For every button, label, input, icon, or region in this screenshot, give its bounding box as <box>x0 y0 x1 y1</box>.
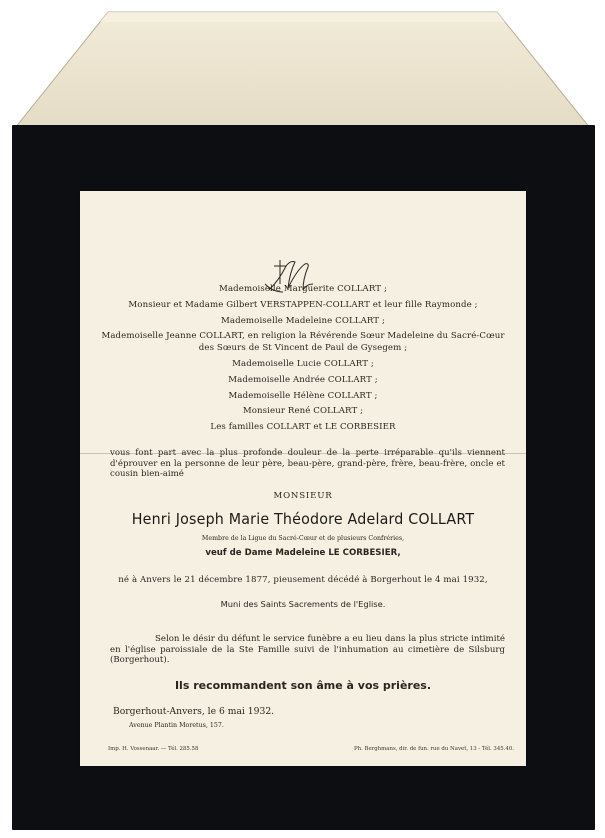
printer-credit: Imp. H. Vossenaar. — Tél. 285.58 <box>108 746 199 752</box>
announcement-paragraph: vous font part avec la plus profonde douleur de la perte irréparable qu'ils viennent d'éprouver en la personne de leur père, beau-père, grand-père, frère, beau-frère, oncle et cousin bien-aimé <box>110 448 505 480</box>
death-notice-card <box>80 191 526 766</box>
funeral-director-credit: Ph. Berghmans, dir. de fun. rue du Navet, 13 - Tél. 345.40. <box>353 746 514 752</box>
widower-line: veuf de Dame Madeleine LE CORBESIER, <box>205 548 401 558</box>
family-line: Monsieur et Madame Gilbert VERSTAPPEN-COLLART et leur fille Raymonde ; <box>128 300 478 310</box>
family-line: Mademoiselle Marguerite COLLART ; <box>219 284 387 294</box>
service-paragraph: Selon le désir du défunt le service funèbre a eu lieu dans la plus stricte intimité en l'église paroissiale de la Ste Famille suivi de l'inhumation au cimetière de Silsburg (Borgerhout). <box>110 634 505 666</box>
family-line: Monsieur René COLLART ; <box>242 406 364 416</box>
prayer-line: Ils recommandent son âme à vos prières. <box>174 679 432 692</box>
family-line: Mademoiselle Jeanne COLLART, en religion la Révérende Sœur Madeleine du Sacré-Cœur <box>101 331 505 341</box>
address: Avenue Plantin Moretus, 157. <box>129 722 224 729</box>
envelope-flap <box>0 0 605 140</box>
deceased-name: Henri Joseph Marie Théodore Adelard COLLART <box>131 510 475 528</box>
sacraments-line: Muni des Saints Sacrements de l'Eglise. <box>220 599 386 609</box>
family-line: Mademoiselle Madeleine COLLART ; <box>221 316 385 326</box>
card-fold-line <box>80 453 526 454</box>
family-line: Mademoiselle Andrée COLLART ; <box>228 375 378 385</box>
family-line: Mademoiselle Hélène COLLART ; <box>228 391 378 401</box>
family-line: Mademoiselle Lucie COLLART ; <box>232 359 374 369</box>
family-line: Les familles COLLART et LE CORBESIER <box>210 422 396 432</box>
place-date: Borgerhout-Anvers, le 6 mai 1932. <box>113 706 275 717</box>
birth-death-line: né à Anvers le 21 décembre 1877, pieusement décédé à Borgerhout le 4 mai 1932, <box>118 575 488 585</box>
membership-line: Membre de la Ligue du Sacré-Cœur et de plusieurs Confréries, <box>201 535 405 542</box>
honorific: MONSIEUR <box>273 491 333 501</box>
family-line: des Sœurs de St Vincent de Paul de Gysegem ; <box>198 343 408 353</box>
